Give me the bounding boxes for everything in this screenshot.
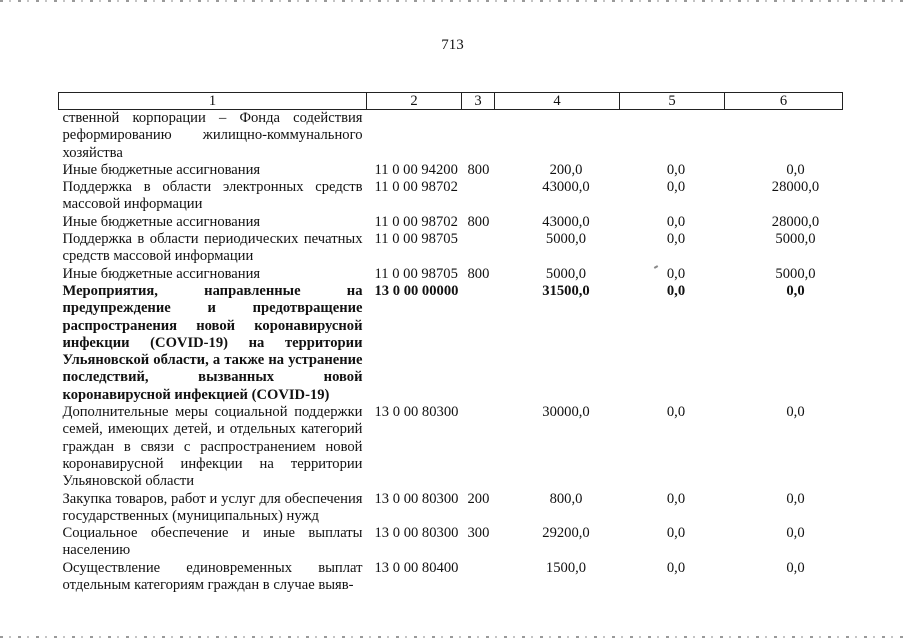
table-row [59,491,843,526]
expense-type-code: 200 [467,490,490,507]
target-article-code: 11 0 00 94200 [374,161,458,178]
expense-type-code [462,404,495,490]
amount-year-2 [620,110,725,162]
row-name: Поддержка в области периодических печатных средств массовой информации [62,231,363,265]
amount-year-2: 0,0 [666,265,686,282]
amount-year-1: 29200,0 [542,525,590,542]
row-name: ственной корпорации – Фонда содействия реформированию жилищно-коммунального хозяйства [62,110,363,161]
expense-type-code: 800 [467,161,490,178]
row-name: Мероприятия, направленные на предупреждение и предотвращение распространения новой коронавирусной инфекции (COVID-19) на территории Ульяновской области, а также на устранение последствий, вызванных новой коронавирусной инфекцией (COVID-19) [62,282,363,403]
amount-year-2: 0,0 [666,282,686,299]
amount-year-1: 800,0 [549,490,583,507]
target-article-code: 13 0 00 80300 [374,404,459,421]
target-article-code: 11 0 00 98702 [374,179,458,196]
row-name: Иные бюджетные ассигнования [62,213,261,230]
expense-type-code [462,179,495,214]
expense-type-code: 800 [467,213,490,230]
column-header: 5 [620,93,725,110]
amount-year-3: 0,0 [786,404,805,421]
table-row [59,525,843,560]
column-header: 2 [367,93,462,110]
table-row [59,283,843,404]
column-number-row [59,93,843,110]
amount-year-1: 30000,0 [542,404,590,421]
row-name: Поддержка в области электронных средств массовой информации [62,179,363,213]
target-article-code: 13 0 00 80300 [374,490,459,507]
table-row [59,231,843,266]
target-article-code: 13 0 00 00000 [374,282,459,299]
row-name: Социальное обеспечение и иные выплаты населению [62,525,363,559]
amount-year-2: 0,0 [666,231,686,248]
page-number: 713 [441,37,464,53]
table-row [59,560,843,595]
amount-year-2: 0,0 [666,559,686,576]
column-header: 3 [462,93,495,110]
amount-year-2: 0,0 [666,525,686,542]
table-row [59,179,843,214]
amount-year-1: 43000,0 [542,179,590,196]
amount-year-1: 200,0 [549,161,583,178]
amount-year-3: 0,0 [786,161,805,178]
column-header: 6 [725,93,843,110]
amount-year-1: 43000,0 [542,213,590,230]
target-article-code [367,110,462,162]
amount-year-1: 5000,0 [545,231,587,248]
target-article-code: 13 0 00 80300 [374,525,459,542]
amount-year-3 [725,110,843,162]
target-article-code: 13 0 00 80400 [374,559,459,576]
amount-year-3: 28000,0 [771,179,820,196]
table-row [59,162,843,179]
amount-year-2: 0,0 [666,161,686,178]
table-row [59,266,843,283]
expense-type-code: 800 [467,265,490,282]
amount-year-1 [495,110,620,162]
amount-year-3: 0,0 [786,525,805,542]
amount-year-2: 0,0 [666,179,686,196]
target-article-code: 11 0 00 98705 [374,231,458,248]
table-body [59,110,843,595]
row-name: Закупка товаров, работ и услуг для обеспечения государственных (муниципальных) нужд [62,490,363,524]
table-row [59,110,843,162]
row-name: Иные бюджетные ассигнования [62,265,261,282]
amount-year-1: 5000,0 [545,265,587,282]
amount-year-3: 0,0 [786,490,805,507]
target-article-code: 11 0 00 98705 [374,265,458,282]
scan-edge-top [0,0,905,2]
amount-year-2: 0,0 [666,490,686,507]
amount-year-3: 5000,0 [775,231,816,248]
row-name: Осуществление единовременных выплат отдельным категориям граждан в случае выяв- [62,559,363,594]
amount-year-3: 0,0 [786,282,805,299]
amount-year-3: 5000,0 [775,265,816,282]
target-article-code: 11 0 00 98702 [374,213,458,230]
column-header: 4 [495,93,620,110]
expense-type-code [462,560,495,595]
amount-year-2: 0,0 [666,404,686,421]
amount-year-1: 31500,0 [542,282,590,299]
scan-edge-bottom [0,636,905,638]
budget-table [58,92,843,594]
amount-year-3: 0,0 [786,559,805,576]
expense-type-code: 300 [467,525,490,542]
amount-year-3: 28000,0 [771,213,820,230]
amount-year-1: 1500,0 [545,559,587,576]
expense-type-code [462,110,495,162]
expense-type-code [462,231,495,266]
row-name: Иные бюджетные ассигнования [62,161,261,178]
row-name: Дополнительные меры социальной поддержки семей, имеющих детей, и отдельных категорий граждан в связи с распространением новой коронавирусной инфекции на территории Ульяновской области [62,404,363,490]
table-row [59,404,843,490]
amount-year-2: 0,0 [666,213,686,230]
column-header: 1 [59,93,367,110]
expense-type-code [462,283,495,404]
table-row [59,214,843,231]
